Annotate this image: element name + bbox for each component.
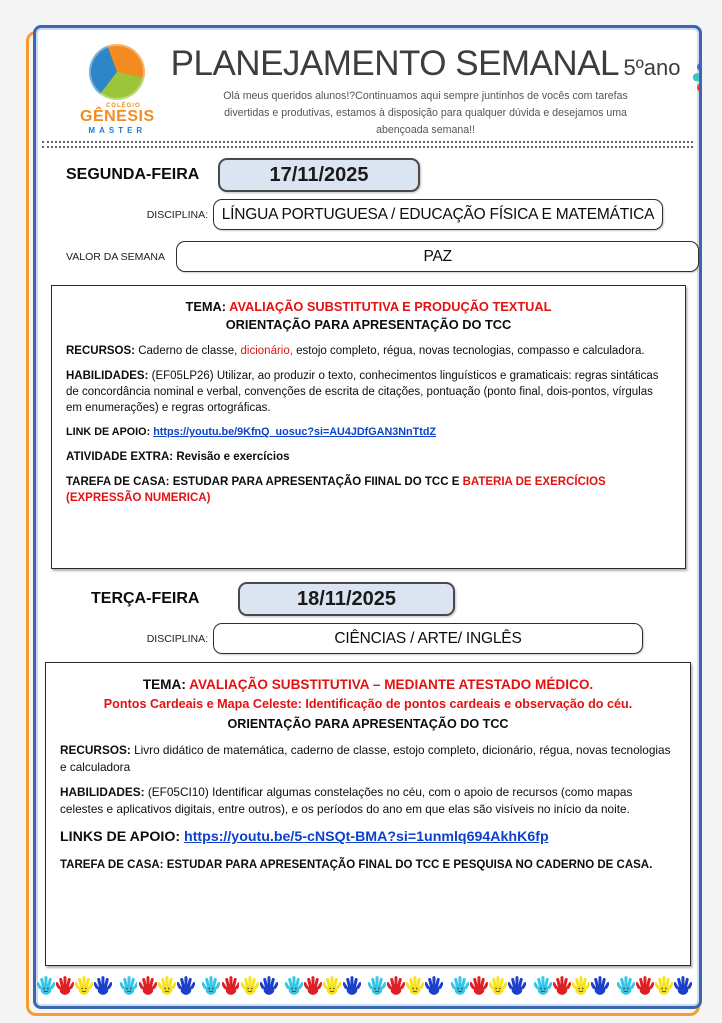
monday-theme [66,298,671,334]
tree-illustration [680,42,702,159]
homework-text: ESTUDAR PARA APRESENTAÇÃO FINAL DO TCC E PESQUISA NO CADERNO DE CASA. [166,859,653,872]
hand-print-icon [202,975,220,996]
hand-print-icon [304,975,322,996]
hand-print-icon [343,975,361,996]
hand-print-icon [534,975,552,996]
school-logo [80,42,155,135]
tuesday-skills [60,784,676,817]
hand-print-icon [553,975,571,996]
resources-text: Caderno de classe, [138,344,241,357]
theme-text-red: AVALIAÇÃO SUBSTITUTIVA – MEDIANTE ATESTADO MÉDICO. [189,677,594,692]
tuesday-discipline-box: CIÊNCIAS / ARTE/ INGLÊS [213,623,643,654]
extra-activity-label: ATIVIDADE EXTRA: [66,451,174,464]
resources-text-2: estojo completo, régua, novas tecnologias, compasso e calculadora. [292,344,645,357]
skills-text: (EF05CI10) Identificar algumas constelações no céu, com o apoio de recursos (como mapas celestes e aplicativos digitais, entre outros), e os períodos do ano em que elas são visíveis no início da noite. [60,785,633,816]
tuesday-date-box: 18/11/2025 [238,582,455,616]
tuesday-homework [60,857,676,873]
hand-print-icon [139,975,157,996]
tuesday-discipline-row [36,623,699,654]
hand-print-icon [158,975,176,996]
hand-print-icon [406,975,424,996]
hand-print-icon [674,975,692,996]
homework-text: ESTUDAR PARA APRESENTAÇÃO FIINAL DO TCC E [172,476,463,489]
hands-row [36,975,699,996]
tuesday-label: TERÇA-FEIRA [91,590,200,607]
hand-print-icon [572,975,590,996]
resources-text: Livro didático de matemática, caderno de classe, estojo completo, dicionário, régua, novas tecnologias e calculadora [60,743,671,774]
intro-message: Olá meus queridos alunos!?Continuamos aqui sempre juntinhos de vocês com tarefas divertidas e produtivas, estamos à disposição para qualquer dúvida e desejamos uma abençoada semana!! [223,90,628,136]
hand-print-icon [617,975,635,996]
page-title [171,44,681,84]
hand-print-icon [451,975,469,996]
dotted-divider [42,141,693,148]
hand-print-icon [177,975,195,996]
hand-print-icon [470,975,488,996]
theme-line2: ORIENTAÇÃO PARA APRESENTAÇÃO DO TCC [225,316,512,332]
hand-print-icon [94,975,112,996]
support-link[interactable]: https://youtu.be/9KfnQ_uosuc?si=AU4JDfGAN3NnTtdZ [153,426,437,439]
skills-label: HABILIDADES: [66,369,149,382]
hand-print-icon [655,975,673,996]
hand-print-icon [489,975,507,996]
support-links-label: LINKS DE APOIO: [60,829,181,846]
monday-extra-activity [66,449,671,465]
resources-label: RECURSOS: [60,743,131,758]
monday-date-box: 17/11/2025 [218,158,420,192]
monday-homework [66,474,671,506]
tuesday-support-link-row [60,828,676,848]
hand-print-icon [508,975,526,996]
monday-row [36,158,699,192]
monday-plan-card [51,285,686,569]
hand-print-icon [323,975,341,996]
tuesday-theme [60,675,676,733]
logo-text-genesis: GÊNESIS [80,108,155,125]
header-center [155,42,681,139]
discipline-label: DISCIPLINA: [146,208,208,221]
hand-print-icon [285,975,303,996]
hand-print-icon [56,975,74,996]
week-value-box: PAZ [176,241,699,272]
fingerprint-tree-icon [680,42,702,154]
tuesday-plan-card [45,662,691,966]
hand-print-icon [260,975,278,996]
page-header [36,28,699,140]
tuesday-row [36,582,699,616]
monday-skills [66,368,671,416]
monday-support-link-row [66,425,671,440]
hand-print-icon [222,975,240,996]
theme-label: TEMA: [185,299,227,314]
hand-print-icon [368,975,386,996]
monday-label: SEGUNDA-FEIRA [66,166,200,183]
school-logo-icon [89,44,145,100]
homework-label: TAREFA DE CASA: [60,859,164,872]
hand-print-icon [37,975,55,996]
hand-print-icon [387,975,405,996]
title-text: PLANEJAMENTO SEMANAL [170,44,620,83]
week-value-row [36,241,699,272]
monday-discipline-row [36,199,699,230]
weekly-plan-page [33,25,702,1009]
discipline-label: DISCIPLINA: [146,632,208,645]
logo-text-master: MASTER [88,126,147,135]
hand-print-icon [591,975,609,996]
grade-label: 5ºano [623,55,681,80]
monday-discipline-box: LÍNGUA PORTUGUESA / EDUCAÇÃO FÍSICA E MATEMÁTICA [213,199,663,230]
skills-text: (EF05LP26) Utilizar, ao produzir o texto, conhecimentos linguísticos e gramaticais: regras sintáticas de concordância nominal e verbal, convenções de escrita de citações, pontuação (ponto final, dois-pontos, vírgulas em enumerações) e regras ortográficas. [66,369,659,415]
hand-print-icon [120,975,138,996]
theme-line2-red: Pontos Cardeais e Mapa Celeste: Identificação de pontos cardeais e observação do céu. [103,697,633,712]
hand-print-icon [636,975,654,996]
skills-label: HABILIDADES: [60,785,145,800]
theme-text-red: AVALIAÇÃO SUBSTITUTIVA E PRODUÇÃO TEXTUAL [229,299,552,314]
hand-print-icon [241,975,259,996]
homework-text-red: BATERIA DE EXERCÍCIOS (EXPRESSÃO NUMERICA) [66,476,606,505]
homework-label: TAREFA DE CASA: [66,476,170,489]
logo-text-colegio: COLÉGIO [105,103,141,109]
support-link-label: LINK DE APOIO: [66,426,151,439]
support-link[interactable]: https://youtu.be/5-cNSQt-BMA?si=1unmlq694AkhK6fp [184,829,549,846]
resources-red-word: dicionário, [240,344,293,357]
theme-label: TEMA: [142,677,186,692]
hand-print-icon [75,975,93,996]
monday-resources [66,343,671,359]
week-value-label: VALOR DA SEMANA [66,250,166,263]
resources-label: RECURSOS: [66,344,136,357]
theme-line3: ORIENTAÇÃO PARA APRESENTAÇÃO DO TCC [227,716,509,731]
tuesday-resources [60,742,676,775]
extra-activity-text: Revisão e exercícios [176,451,290,464]
hand-print-icon [425,975,443,996]
